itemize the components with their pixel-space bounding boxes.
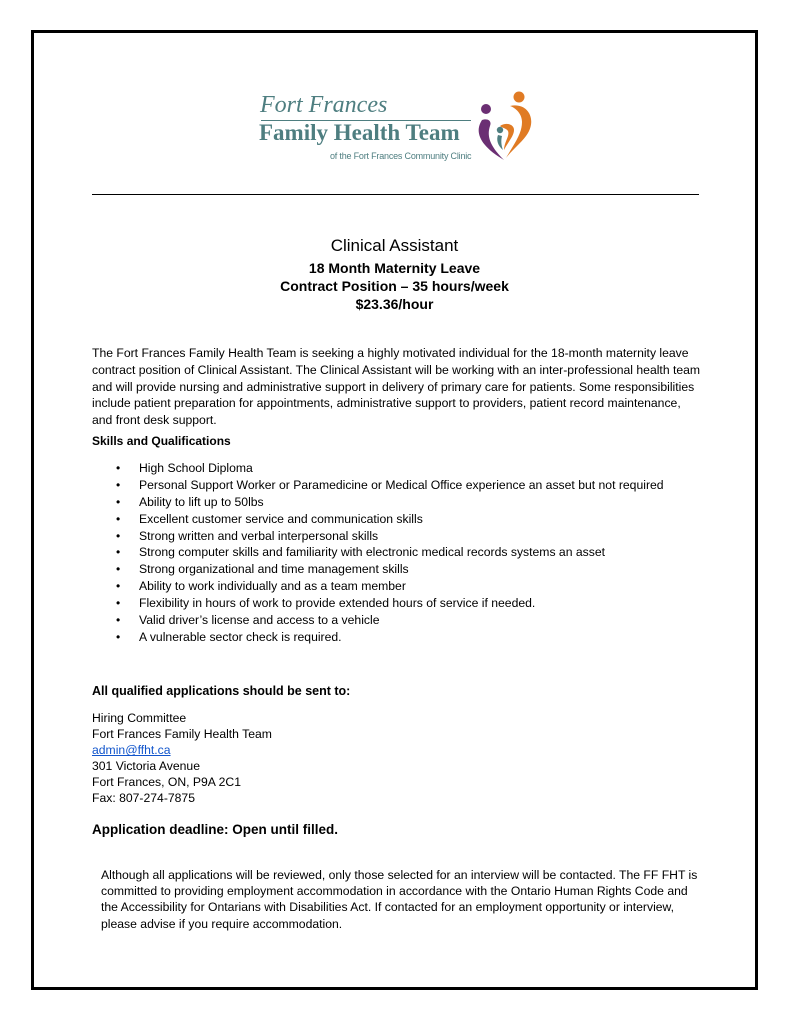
header-divider (92, 194, 699, 195)
job-subtitle-leave: 18 Month Maternity Leave (308, 260, 481, 276)
list-item: • Valid driver’s license and access to a vehicle (92, 612, 712, 629)
list-item: • Ability to work individually and as a team member (92, 578, 712, 595)
intro-paragraph: The Fort Frances Family Health Team is seeking a highly motivated individual for the 18-month maternity leave contract position of Clinical Assistant. The Clinical Assistant will be working with an inter-professional health team and will provide nursing and administrative support in delivery of primary care for patients. Some responsibilities include patient preparation for appointments, administrative support to providers, patient record maintenance, and front desk support. (92, 346, 701, 428)
list-item: • High School Diploma (92, 460, 712, 477)
mailing-address (92, 710, 272, 807)
address-org: Fort Frances Family Health Team (92, 727, 272, 742)
address-recipient: Hiring Committee (92, 711, 187, 725)
address-street: 301 Victoria Avenue (92, 759, 200, 774)
list-item: • Ability to lift up to 50lbs (92, 494, 712, 511)
address-fax: Fax: 807-274-7875 (92, 791, 195, 806)
family-heart-icon (470, 90, 536, 164)
skills-heading: Skills and Qualifications (92, 434, 231, 448)
address-city: Fort Frances, ON, P9A 2C1 (92, 775, 242, 790)
job-subtitle-contract: Contract Position – 35 hours/week (280, 278, 509, 294)
logo-line-3: of the Fort Frances Community Clinic (330, 151, 472, 161)
list-item: • A vulnerable sector check is required. (92, 629, 712, 646)
job-title: Clinical Assistant (330, 236, 459, 255)
ffht-logo (258, 90, 538, 168)
footer-note: Although all applications will be reviewed, only those selected for an interview will be contacted. The FF FHT is committed to providing employment accommodation in accordance with the Ontario Human Rights Code and the Accessibility for Ontarians with Disabilities Act. If contacted for an employment opportunity or interview, please advise if you require accommodation. (101, 868, 698, 931)
list-item: • Strong organizational and time management skills (92, 561, 712, 578)
logo-line-2: Family Health Team (259, 120, 460, 145)
list-item: • Strong computer skills and familiarity with electronic medical records systems an asset (92, 544, 712, 561)
list-item: • Flexibility in hours of work to provide extended hours of service if needed. (92, 595, 712, 612)
apply-heading: All qualified applications should be sent to: (92, 684, 351, 698)
skills-list (92, 460, 712, 646)
list-item: • Personal Support Worker or Paramedicine or Medical Office experience an asset but not required (92, 477, 712, 494)
job-rate: $23.36/hour (355, 296, 434, 312)
list-item: • Excellent customer service and communication skills (92, 511, 712, 528)
email-link[interactable]: admin@ffht.ca (92, 743, 171, 758)
application-deadline: Application deadline: Open until filled. (92, 822, 339, 837)
logo-line-1: Fort Frances (260, 92, 388, 118)
list-item: • Strong written and verbal interpersonal skills (92, 528, 712, 545)
